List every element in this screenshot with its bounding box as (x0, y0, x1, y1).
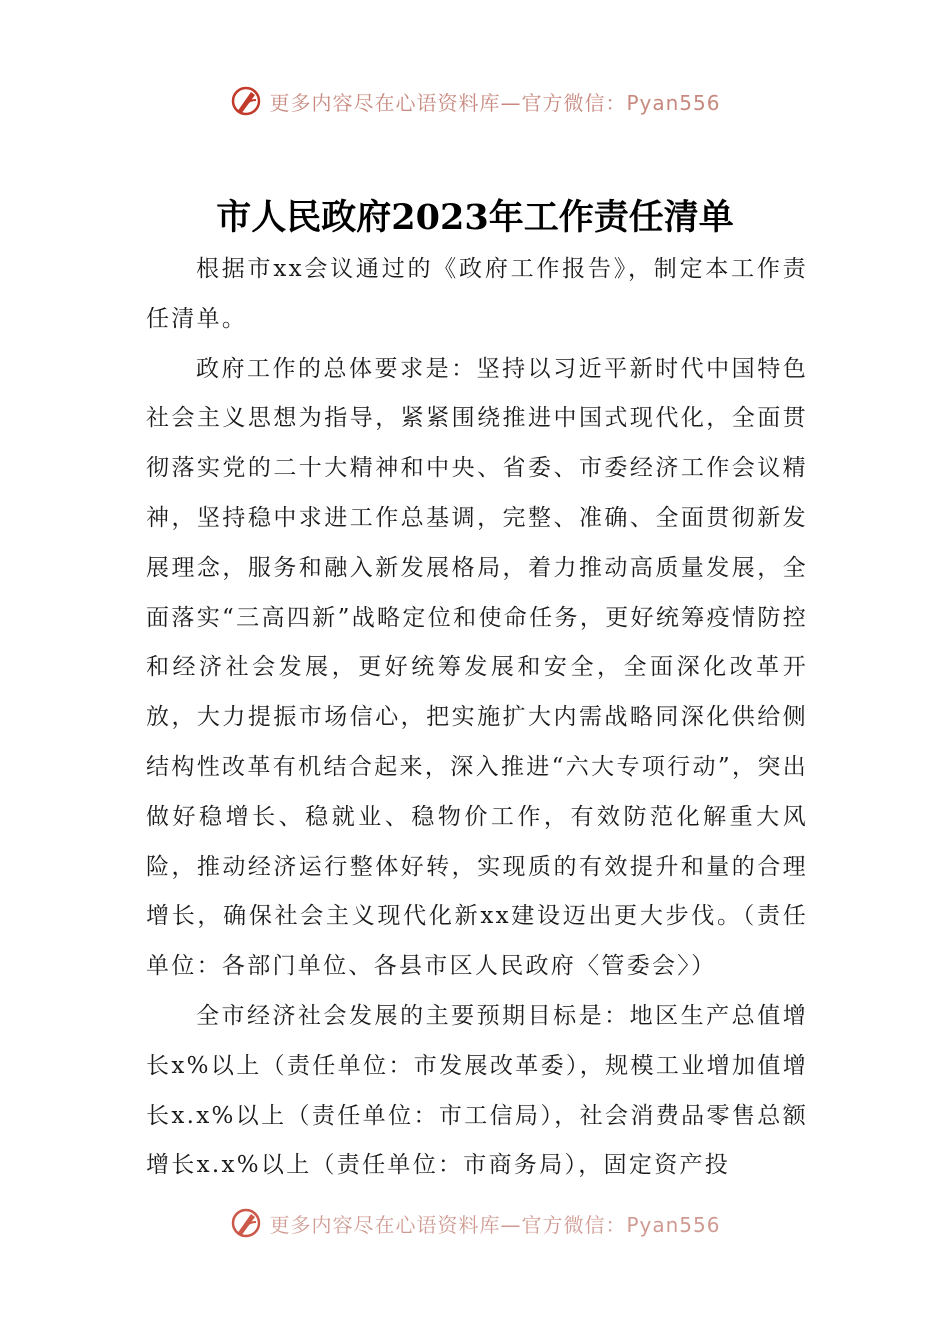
quill-logo-icon (229, 84, 263, 118)
watermark-footer (0, 1206, 950, 1240)
watermark-text-footer: 更多内容尽在心语资料库—官方微信：Pyan556 (269, 1212, 721, 1237)
quill-logo-icon (229, 1206, 263, 1240)
paragraph-intro: 根据市xx会议通过的《政府工作报告》，制定本工作责任清单。 (146, 256, 808, 332)
watermark-header (0, 84, 950, 118)
document-title: 市人民政府2023年工作责任清单 (216, 197, 734, 238)
watermark-text: 更多内容尽在心语资料库—官方微信：Pyan556 (269, 90, 721, 115)
paragraph-main-targets: 全市经济社会发展的主要预期目标是：地区生产总值增长x%以上（责任单位：市发展改革委），规模工业增加值增长x.x%以上（责任单位：市工信局），社会消费品零售总额增长x.x%以上（责任单位：市商务局），固定资产投 (146, 1002, 808, 1179)
document-body (146, 245, 808, 1191)
paragraph-general-requirements: 政府工作的总体要求是：坚持以习近平新时代中国特色社会主义思想为指导，紧紧围绕推进中国式现代化，全面贯彻落实党的二十大精神和中央、省委、市委经济工作会议精神，坚持稳中求进工作总基调，完整、准确、全面贯彻新发展理念，服务和融入新发展格局，着力推动高质量发展，全面落实“三高四新”战略定位和使命任务，更好统筹疫情防控和经济社会发展，更好统筹发展和安全，全面深化改革开放，大力提振市场信心，把实施扩大内需战略同深化供给侧结构性改革有机结合起来，深入推进“六大专项行动”，突出做好稳增长、稳就业、稳物价工作，有效防范化解重大风险，推动经济运行整体好转，实现质的有效提升和量的合理增长，确保社会主义现代化新xx建设迈出更大步伐。（责任单位：各部门单位、各县市区人民政府〈管委会〉） (146, 355, 808, 980)
